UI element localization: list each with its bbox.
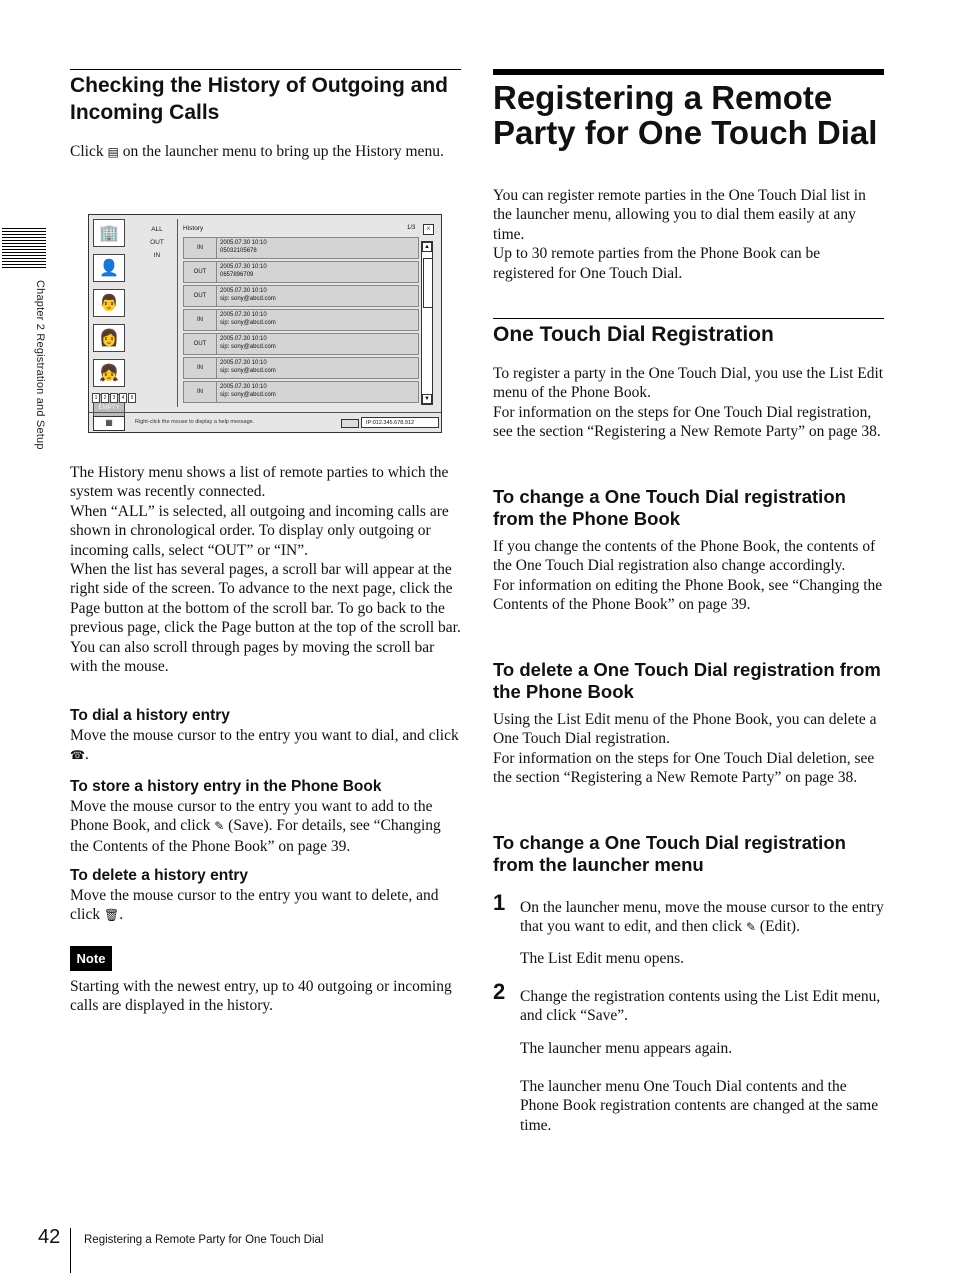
history-para: The History menu shows a list of remote parties to which the system was recently connected. [70,464,449,501]
page-down-icon: ▼ [422,394,432,404]
registration-heading: One Touch Dial Registration [493,323,774,346]
launcher-icon: ▦ [93,416,125,431]
section-rule [70,69,461,70]
scroll-thumb [423,258,433,308]
woman-portrait-icon: 👩 [93,324,125,352]
row-direction: OUT [184,334,217,354]
history-intro [70,142,461,162]
history-heading: Checking the History of Outgoing and Incoming Calls [70,74,448,124]
change-heading: To change a One Touch Dial registration from the Phone Book [493,486,846,529]
dial-text-body: Move the mouse cursor to the entry you want to dial, and click [70,727,459,744]
dial-text: Move the mouse cursor to the entry you want to dial, and click ☎. [70,726,461,766]
scrollbar [421,241,433,405]
step-1-number: 1 [493,890,506,915]
step-1-text-post: (Edit). [759,918,800,936]
store-text-post: (Save). For details, see “Changing the Contents of the Phone Book” on page 39. [70,817,441,855]
registration-para: To register a party in the One Touch Dial, you use the List Edit menu of the Phone Book. [493,365,884,402]
person-icon: 👤 [93,254,125,282]
step-2-result: The launcher menu appears again. [520,1040,733,1057]
phone-icon: ☎ [70,748,85,763]
delete-para: Using the List Edit menu of the Phone Book, you can delete a One Touch Dial registration. [493,711,877,748]
man-portrait-icon: 👨 [93,289,125,317]
divider [177,219,178,407]
history-row [183,309,419,331]
delete-registration-body [493,710,884,788]
history-menu-screenshot [88,214,442,433]
delete-para: For information on the steps for One Touch Dial deletion, see the section “Registering a New Remote Party” on page 38. [493,749,875,787]
history-icon: ▤ [107,144,119,159]
intro-text-post: on the launcher menu to bring up the History menu. [122,143,444,160]
row-date: 2005.07.30 10:10 [220,384,267,390]
change-body [493,537,884,615]
history-row [183,333,419,355]
status-bar [89,412,441,433]
row-direction: OUT [184,286,217,306]
row-address: sip: sony@abcd.com [220,368,276,374]
store-text-pre: Move the mouse cursor to the entry you want to add to the Phone Book, and click [70,798,433,835]
page-selector [92,393,136,403]
history-body [70,463,461,676]
help-hint: Right-click the mouse to display a help message. [135,419,255,425]
delete-registration-heading: To delete a One Touch Dial registration from the Phone Book [493,659,881,702]
chapter-tab-stripes [2,228,46,270]
store-text [70,797,461,856]
dial-heading: To dial a history entry [70,707,230,724]
history-row [183,285,419,307]
row-address: 0657896709 [220,272,254,278]
history-para: When “ALL” is selected, all outgoing and incoming calls are shown in chronological order. To display only outgoing or incoming calls, select “OUT” or “IN”. [70,502,449,559]
registration-para: For information on the steps for One Touch Dial registration, see the section “Registering a New Remote Party” on page 38. [493,403,881,441]
page-4: 4 [119,393,127,403]
building-icon: 🏢 [93,219,125,247]
page-number: 42 [38,1226,61,1248]
intro-para: You can register remote parties in the One Touch Dial list in the launcher menu, allowing you to dial them easily at any time. [493,187,866,243]
filter-all: ALL [151,226,163,233]
step-1-result: The List Edit menu opens. [520,950,685,967]
launcher-heading: To change a One Touch Dial registration from the launcher menu [493,832,846,875]
history-para: When the list has several pages, a scroll bar will appear at the right side of the screen. To advance to the next page, click the Page button at the bottom of the scroll bar. To go back to the previous page, click the Page button at the top of the scroll bar. [70,561,461,637]
row-address: sip: sony@abcd.com [220,320,276,326]
trash-icon: 🗑 [104,908,120,923]
card-icon [341,419,359,428]
row-direction: IN [184,238,217,258]
step-2-text: Change the registration contents using the List Edit menu, and click “Save”. [520,988,881,1025]
row-date: 2005.07.30 10:10 [220,288,267,294]
step-1-text-pre: On the launcher menu, move the mouse cursor to the entry that you want to edit, and then click [520,899,884,936]
history-row [183,237,419,259]
row-date: 2005.07.30 10:10 [220,360,267,366]
intro-para: Up to 30 remote parties from the Phone Book can be registered for One Touch Dial. [493,245,821,282]
row-date: 2005.07.30 10:10 [220,240,267,246]
intro-body [493,186,884,283]
row-address: sip: sony@abcd.com [220,392,276,398]
history-list [183,237,419,405]
page-up-icon: ▲ [422,242,432,252]
row-address: sip: sony@abcd.com [220,344,276,350]
delete-heading: To delete a history entry [70,867,249,884]
history-panel [181,221,436,409]
section-rule [493,318,884,319]
running-title: Registering a Remote Party for One Touch Dial [84,1234,324,1246]
intro-text-pre: Click [70,143,104,160]
change-para: If you change the contents of the Phone Book, the contents of the One Touch Dial registration also change accordingly. [493,538,876,575]
change-para: For information on editing the Phone Book, see “Changing the Contents of the Phone Book” on page 39. [493,576,883,614]
row-direction: IN [184,358,217,378]
page-3: 3 [110,393,118,403]
history-filters [137,223,177,262]
row-direction: OUT [184,262,217,282]
chapter-tab-label: Chapter 2 Registration and Setup [34,280,46,450]
ip-address: IP:012.345.678.912 [361,417,439,428]
page-title: Registering a Remote Party for One Touch Dial [493,79,878,151]
row-date: 2005.07.30 10:10 [220,336,267,342]
step-2-number: 2 [493,979,506,1004]
delete-text: Move the mouse cursor to the entry you want to delete, and click 🗑. [70,886,461,926]
footer-rule [70,1228,71,1273]
save-icon: ✎ [214,819,225,834]
registration-body [493,364,884,442]
row-date: 2005.07.30 10:10 [220,264,267,270]
row-address: sip: sony@abcd.com [220,296,276,302]
page-1: 1 [92,393,100,403]
step-1-text [520,898,884,938]
title-rule [493,69,884,75]
edit-icon: ✎ [745,920,757,935]
row-address: 05032105678 [220,248,257,254]
delete-text-body: Move the mouse cursor to the entry you want to delete, and click [70,887,439,924]
close-icon: × [423,224,434,235]
note-label: Note [70,946,112,971]
row-direction: IN [184,382,217,402]
note-text: Starting with the newest entry, up to 40 outgoing or incoming calls are displayed in the history. [70,978,452,1015]
page-2: 2 [101,393,109,403]
panel-title: History [183,225,204,232]
page-5: 5 [128,393,136,403]
history-row [183,357,419,379]
empty-slot: EMPTY [93,394,125,422]
step-2-result-detail: The launcher menu One Touch Dial contents and the Phone Book registration contents are changed at the same time. [520,1078,879,1134]
history-row [183,381,419,403]
store-heading: To store a history entry in the Phone Book [70,778,382,795]
row-direction: IN [184,310,217,330]
panel-page: 1/3 [407,225,416,231]
history-para: You can also scroll through pages by moving the scroll bar with the mouse. [70,638,435,676]
history-row [183,261,419,283]
filter-in: IN [153,252,161,259]
filter-out: OUT [150,239,164,246]
girl-portrait-icon: 👧 [93,359,125,387]
row-date: 2005.07.30 10:10 [220,312,267,318]
